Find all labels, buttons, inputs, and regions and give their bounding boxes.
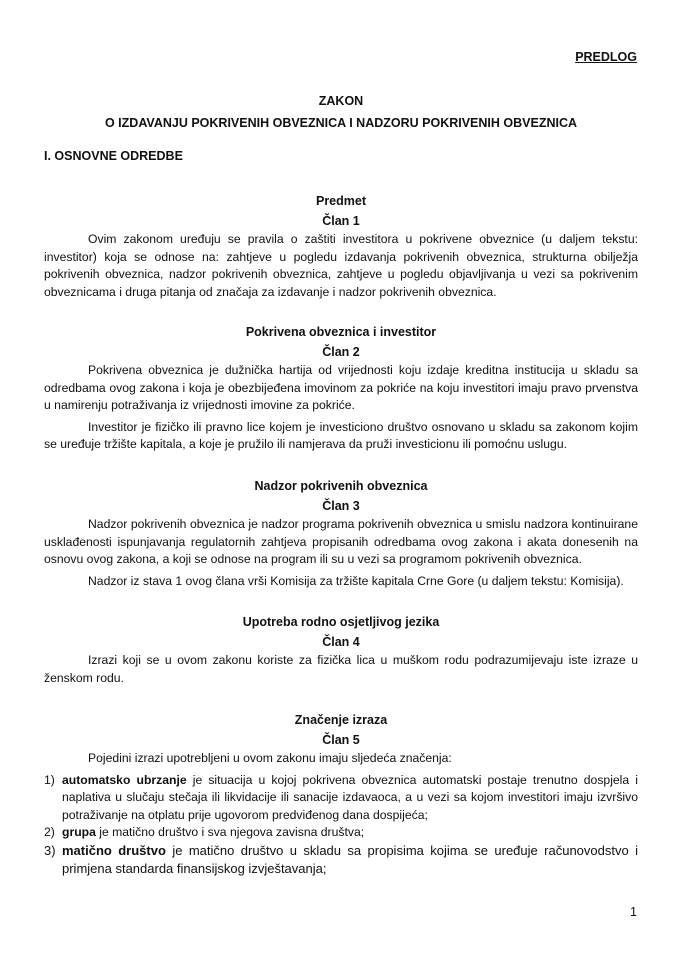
part-heading: I. OSNOVNE ODREDBE xyxy=(44,149,183,163)
paragraph: Nadzor iz stava 1 ovog člana vrši Komisija za tržište kapitala Crne Gore (u daljem tekstu: Komisija). xyxy=(88,573,624,588)
article-heading: Upotreba rodno osjetljivog jezika xyxy=(242,615,440,629)
item-term: grupa xyxy=(62,825,96,840)
article-number: Član 4 xyxy=(322,635,360,649)
paragraph: Pokrivena obveznica je dužnička hartija od vrijednosti koju izdaje kreditna institucija u skladu sa odredbama ovog zakona i koja je obezbijeđena imovinom za pokriće na koju investitori imaju pravo prvenstva u namirenju potraživanja iz vrijednosti imovine za pokriće. xyxy=(44,363,638,413)
law-subtitle: O IZDAVANJU POKRIVENIH OBVEZNICA I NADZORU POKRIVENIH OBVEZNICA xyxy=(104,116,578,130)
article-heading: Značenje izraza xyxy=(294,713,388,727)
article-heading: Nadzor pokrivenih obveznica xyxy=(254,479,428,493)
paragraph: Pojedini izrazi upotrebljeni u ovom zakonu imaju sljedeća značenja: xyxy=(88,751,452,765)
item-number: 1) xyxy=(44,772,55,787)
article-number: Član 1 xyxy=(322,214,360,228)
article-heading: Predmet xyxy=(315,194,367,208)
article-1 xyxy=(44,191,638,301)
item-term: matično društvo xyxy=(62,842,166,858)
item-term: automatsko ubrzanje xyxy=(62,772,187,787)
item-number: 2) xyxy=(44,825,55,840)
article-5 xyxy=(44,710,638,877)
law-title: ZAKON xyxy=(318,94,364,108)
paragraph: Nadzor pokrivenih obveznica je nadzor programa pokrivenih obveznica u smislu nadzora kontinuirane usklađenosti ispunjavanja regulatornih zahtjeva propisanih odredbama ovog zakona i akata donesenih na osnovu ovog zakona, a koji se odnose na program ili su u vezi sa programom pokrivenih obveznica. xyxy=(44,517,638,567)
item-number: 3) xyxy=(44,842,56,858)
paragraph: Investitor je fizičko ili pravno lice kojem je investiciono društvo osnovano u skladu sa zakonom kojim se uređuje tržište kapitala, a koje je pružilo ili namjerava da pruži investicionu ili pomoćnu uslugu. xyxy=(44,419,638,452)
paragraph: Ovim zakonom uređuju se pravila o zaštiti investitora u pokrivene obveznice (u daljem tekstu: investitor) koja se odnose na: zahtjeve u pogledu izdavanja pokrivenih obveznica, strukturna obilježja pokrivenih obveznica, nadzor pokrivenih obveznica, zahtjeve u pogledu objavljivanja u vezi sa pokrivenim obveznicama i druga pitanja od značaja za izdavanje i nadzor pokrivenih obveznica. xyxy=(44,232,638,299)
list-item xyxy=(44,772,638,825)
item-text: je matično društvo i sva njegova zavisna društva; xyxy=(95,825,365,840)
page-number: 1 xyxy=(630,905,637,919)
list-item xyxy=(44,842,638,877)
article-number: Član 3 xyxy=(322,499,360,513)
item-text: je situacija u kojoj pokrivena obveznica automatski postaje trenutno dospjela i naplativa u slučaju stečaja ili likvidacije ili sanacije izdavaoca, a u vezi sa kojom investitori imaju izvršivo potraživanje na otplatu prije ugovorom predviđenog dana dospijeća; xyxy=(62,772,638,822)
article-4 xyxy=(44,612,638,687)
article-number: Član 5 xyxy=(322,733,360,747)
item-text: je matično društvo u skladu sa propisima kojima se uređuje računovodstvo i primjena standarda finansijskog izvještavanja; xyxy=(62,842,639,876)
paragraph: Izrazi koji se u ovom zakonu koriste za fizička lica u muškom rodu podrazumijevaju iste izraze u ženskom rodu. xyxy=(44,653,638,685)
article-heading: Pokrivena obveznica i investitor xyxy=(245,325,437,339)
list-item xyxy=(44,824,638,842)
article-2 xyxy=(44,322,638,454)
definitions-list xyxy=(44,772,638,878)
draft-label: PREDLOG xyxy=(575,50,637,64)
article-number: Član 2 xyxy=(322,345,360,359)
article-3 xyxy=(44,476,638,590)
